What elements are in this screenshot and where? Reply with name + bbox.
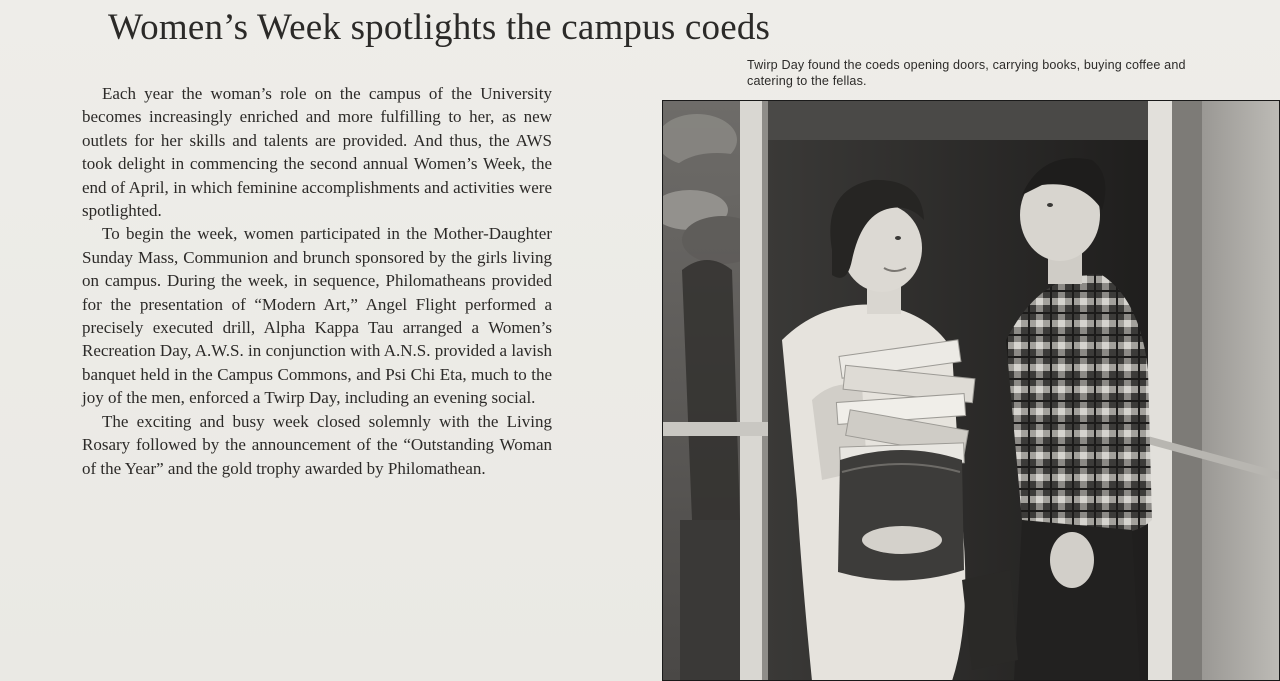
article-body (82, 82, 552, 480)
photo-caption: Twirp Day found the coeds opening doors, carrying books, buying coffee and catering to the fellas. (747, 58, 1186, 88)
article-paragraph: The exciting and busy week closed solemnly with the Living Rosary followed by the announcement of the “Outstanding Woman of the Year” and the gold trophy awarded by Philomathean. (82, 411, 552, 478)
article-headline: Women’s Week spotlights the campus coeds (108, 7, 771, 48)
photo-twirp-day (662, 100, 1280, 681)
article-paragraph: To begin the week, women participated in the Mother-Daughter Sunday Mass, Communion and brunch sponsored by the girls living on campus. During the week, in sequence, Philomatheans provided for the presentation of “Modern Art,” Angel Flight performed a precisely executed drill, Alpha Kappa Tau arranged a Women’s Recreation Day, A.W.S. in conjunction with A.N.S. provided a lavish banquet held in the Campus Commons, and Psi Chi Eta, much to the joy of the men, enforced a Twirp Day, including an evening social. (82, 224, 552, 408)
article-paragraph: Each year the woman’s role on the campus of the University becomes increasingly enriched and more fulfilling to her, as new outlets for her skills and talents are provided. And thus, the AWS took delight in commencing the second annual Women’s Week, the end of April, in which feminine accomplishments and activities were spotlighted. (82, 84, 552, 221)
book-stack (836, 340, 975, 467)
